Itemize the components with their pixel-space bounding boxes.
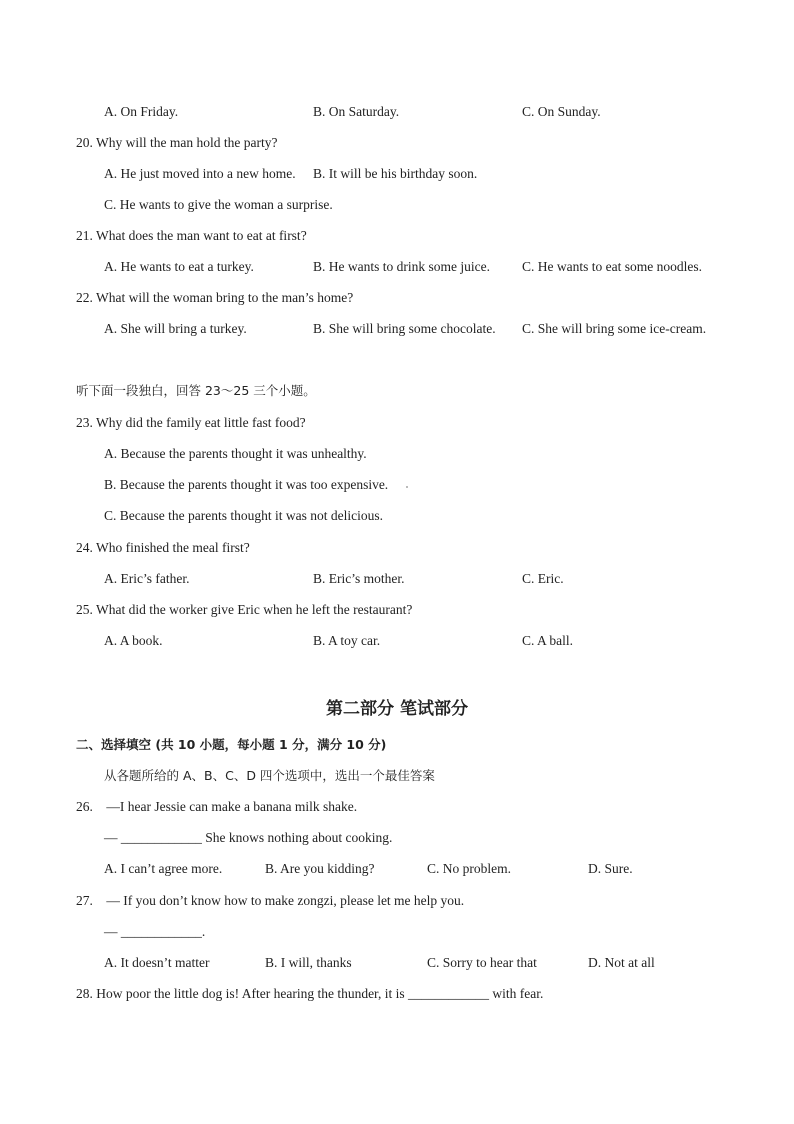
q21-question: 21. What does the man want to eat at first? xyxy=(76,228,307,243)
q21-option-c: C. He wants to eat some noodles. xyxy=(522,259,702,274)
q22-option-c: C. She will bring some ice-cream. xyxy=(522,321,707,336)
q19-option-a: A. On Friday. xyxy=(104,104,179,119)
q24-option-b: B. Eric’s mother. xyxy=(313,571,405,586)
section-two-title: 二、选择填空 (共 10 小题，每小题 1 分，满分 10 分) xyxy=(76,737,387,752)
q27-line2: — ____________. xyxy=(104,924,206,939)
q20-option-b: B. It will be his birthday soon. xyxy=(313,166,478,181)
section-two-instruction: 从各题所给的 A、B、C、D 四个选项中，选出一个最佳答案 xyxy=(104,768,435,783)
q26-option-d: D. Sure. xyxy=(588,861,633,876)
q25-question: 25. What did the worker give Eric when he left the restaurant? xyxy=(76,602,413,617)
q20-option-a: A. He just moved into a new home. xyxy=(104,166,296,181)
q24-option-a: A. Eric’s father. xyxy=(104,571,190,586)
q27-option-c: C. Sorry to hear that xyxy=(427,955,537,970)
q20-question: 20. Why will the man hold the party? xyxy=(76,135,278,150)
q27-line1: 27. — If you don’t know how to make zongzi, please let me help you. xyxy=(76,893,465,908)
q23-option-c: C. Because the parents thought it was not delicious. xyxy=(104,508,383,523)
q26-line1: 26. —I hear Jessie can make a banana milk shake. xyxy=(76,799,358,814)
q25-option-a: A. A book. xyxy=(104,633,163,648)
q25-option-b: B. A toy car. xyxy=(313,633,381,648)
q26-option-a: A. I can’t agree more. xyxy=(104,861,223,876)
q21-option-b: B. He wants to drink some juice. xyxy=(313,259,490,274)
q26-option-b: B. Are you kidding? xyxy=(265,861,375,876)
q24-question: 24. Who finished the meal first? xyxy=(76,540,250,555)
q23-option-b: B. Because the parents thought it was too expensive. xyxy=(104,477,389,492)
q19-option-b: B. On Saturday. xyxy=(313,104,400,119)
q22-question: 22. What will the woman bring to the man’s home? xyxy=(76,290,354,305)
q26-line2: — ____________ She knows nothing about cooking. xyxy=(104,830,393,845)
q23-question: 23. Why did the family eat little fast food? xyxy=(76,415,306,430)
q28-question: 28. How poor the little dog is! After hearing the thunder, it is ____________ with fear. xyxy=(76,986,544,1001)
q22-option-b: B. She will bring some chocolate. xyxy=(313,321,496,336)
scan-speck xyxy=(406,486,408,488)
q19-option-c: C. On Sunday. xyxy=(522,104,601,119)
q25-option-c: C. A ball. xyxy=(522,633,574,648)
q27-option-a: A. It doesn’t matter xyxy=(104,955,210,970)
q24-option-c: C. Eric. xyxy=(522,571,564,586)
monologue-instruction: 听下面一段独白，回答 23～25 三个小题。 xyxy=(76,383,316,398)
q27-option-b: B. I will, thanks xyxy=(265,955,352,970)
q23-option-a: A. Because the parents thought it was unhealthy. xyxy=(104,446,367,461)
q20-option-c: C. He wants to give the woman a surprise. xyxy=(104,197,333,212)
q26-option-c: C. No problem. xyxy=(427,861,511,876)
q22-option-a: A. She will bring a turkey. xyxy=(104,321,247,336)
part-two-heading: 第二部分 笔试部分 xyxy=(326,699,468,719)
q21-option-a: A. He wants to eat a turkey. xyxy=(104,259,254,274)
q27-option-d: D. Not at all xyxy=(588,955,655,970)
